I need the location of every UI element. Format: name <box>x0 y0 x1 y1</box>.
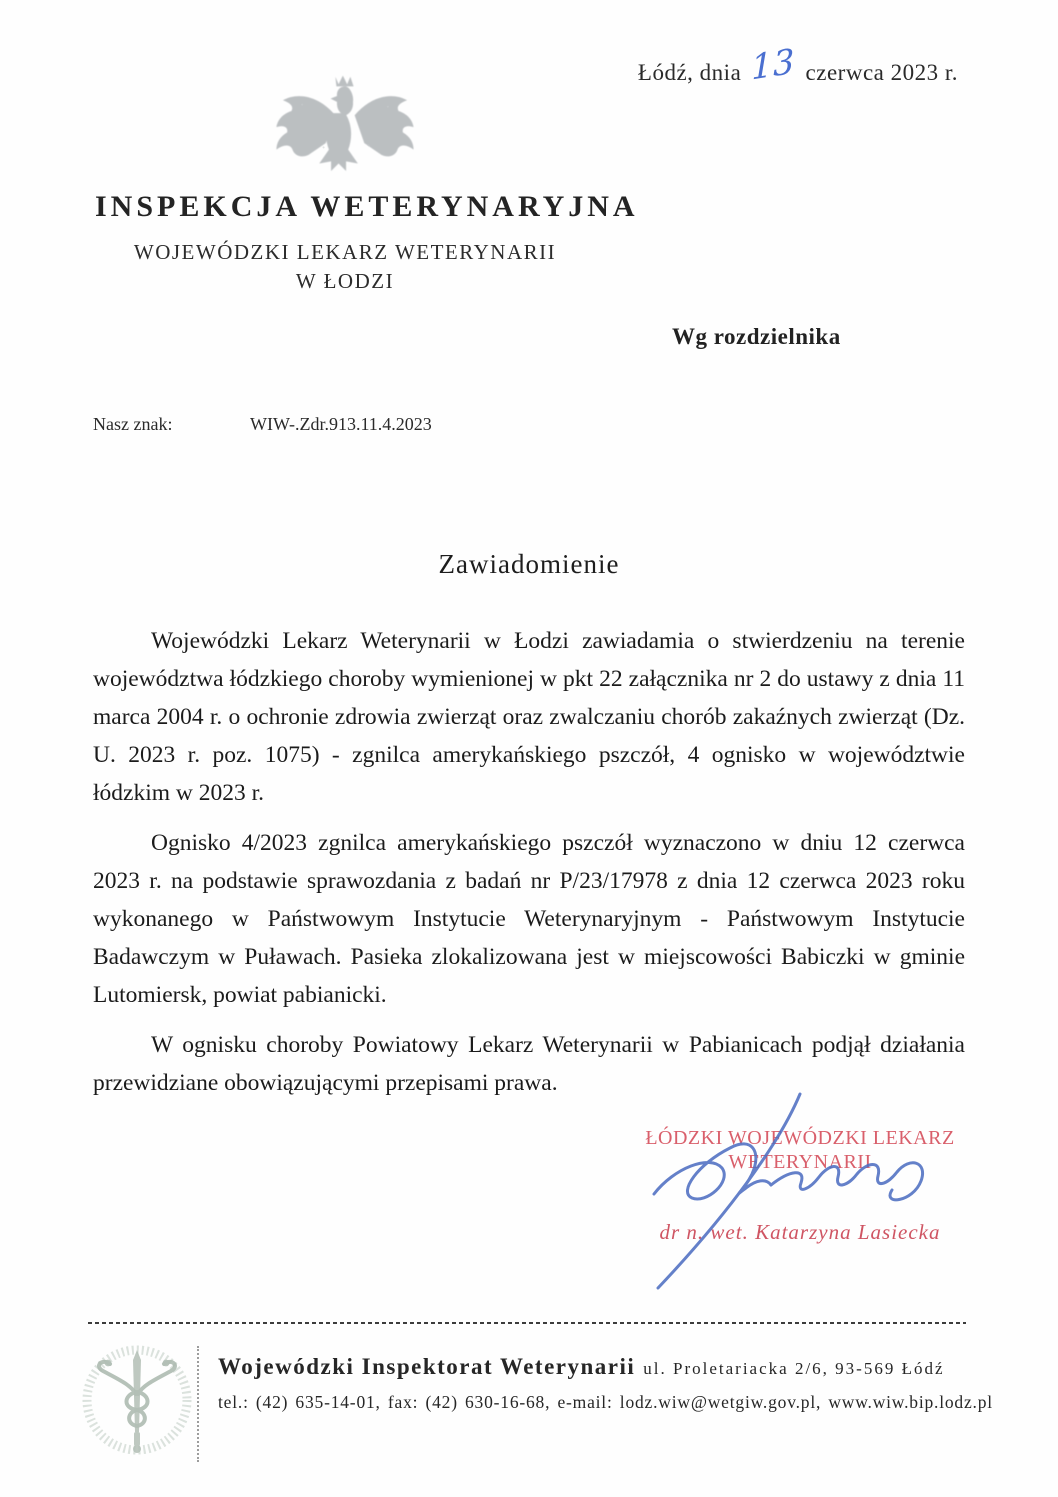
footer <box>218 1354 993 1413</box>
office-name-line2: W ŁODZI <box>295 269 395 293</box>
paragraph-3: W ognisku choroby Powiatowy Lekarz Weterynarii w Pabianicach podjął działania przewidziane obowiązującymi przepisami prawa. <box>93 1032 965 1096</box>
letterhead <box>95 72 639 294</box>
dateline <box>637 41 958 89</box>
inspection-name: INSPEKCJA WETERYNARYJNA <box>95 190 639 223</box>
footer-vertical-divider <box>197 1346 199 1462</box>
dateline-prefix: Łódź, dnia <box>637 60 742 85</box>
signature-block <box>630 1126 970 1245</box>
document-title: Zawiadomienie <box>438 549 620 579</box>
reference-number: WIW-.Zdr.913.11.4.2023 <box>250 414 432 434</box>
footer-office-line <box>218 1354 966 1380</box>
handwritten-day: 13 <box>751 41 796 89</box>
footer-dashed-separator <box>88 1322 966 1324</box>
footer-contact-line: tel.: (42) 635-14-01, fax: (42) 630-16-68, e-mail: lodz.wiw@wetgiw.gov.pl, www.wiw.bip.lodz.pl <box>218 1392 993 1412</box>
polish-eagle-emblem <box>95 72 595 180</box>
veterinary-caduceus-icon <box>76 1340 198 1471</box>
stamp-title-line2: WETERYNARII <box>728 1151 872 1173</box>
signer-name: dr n. wet. Katarzyna Lasiecka <box>659 1220 941 1244</box>
footer-address: ul. Proletariacka 2/6, 93-569 Łódź <box>643 1359 945 1378</box>
reference-label: Nasz znak: <box>93 414 173 434</box>
paragraph-2: Ognisko 4/2023 zgnilca amerykańskiego pszczół wyznaczono w dniu 12 czerwca 2023 r. na podstawie sprawozdania z badań nr P/23/17978 z dnia 12 czerwca 2023 roku wykonanego w Państwowym Instytucie Weterynaryjnym - Państwowym Instytucie Badawczym w Puławach. Pasieka zlokalizowana jest w miejscowości Babiczki w gminie Lutomiersk, powiat pabianicki. <box>93 830 965 1008</box>
distribution-note: Wg rozdzielnika <box>672 324 841 349</box>
stamp-title-line1: ŁÓDZKI WOJEWÓDZKI LEKARZ <box>645 1127 955 1149</box>
letter-body <box>93 622 965 1114</box>
office-name-line1: WOJEWÓDZKI LEKARZ WETERYNARII <box>133 240 557 264</box>
footer-office-name: Wojewódzki Inspektorat Weterynarii <box>218 1354 636 1379</box>
paragraph-1: Wojewódzki Lekarz Weterynarii w Łodzi zawiadamia o stwierdzeniu na terenie województwa łódzkiego choroby wymienionej w pkt 22 załącznika nr 2 do ustawy z dnia 11 marca 2004 r. o ochronie zdrowia zwierząt oraz zwalczaniu chorób zakaźnych zwierząt (Dz. U. 2023 r. poz. 1075) - zgnilca amerykańskiego pszczół, 4 ognisko w województwie łódzkim w 2023 r. <box>93 628 965 806</box>
dateline-suffix: czerwca 2023 r. <box>805 60 958 85</box>
reference-row <box>93 414 432 435</box>
